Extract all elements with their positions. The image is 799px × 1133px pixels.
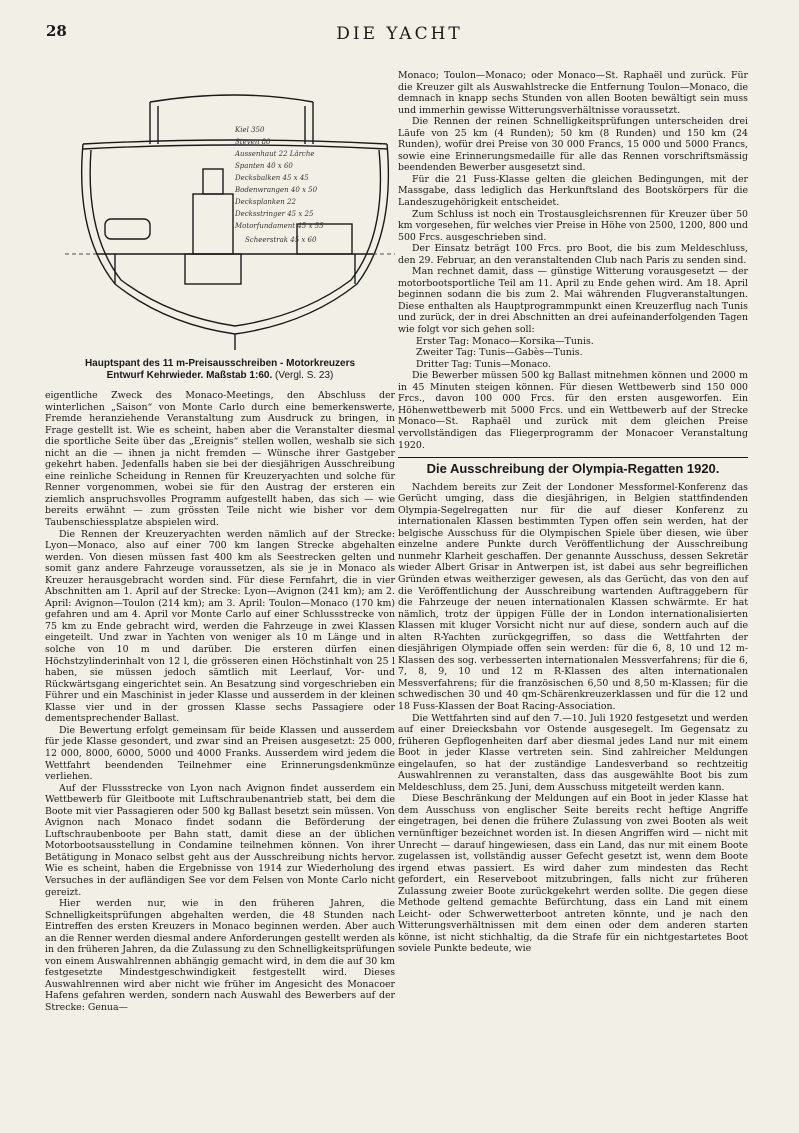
paragraph: Man rechnet damit, dass — günstige Witterung vorausgesetzt — der motorbootsportliche Teil am 11. April zu Ende gehen wird. Am 18. April beginnen sodann die bis zum 2. Mai währenden Flugveranstaltungen. Diese enthalten als Hauptprogrammpunkt einen Kreuzerflug nach Tunis und zurück, der in drei Abschnitten an drei aufeinanderfolgenden Tagen wie folgt vor sich gehen soll: bbox=[398, 266, 748, 336]
paragraph: Zum Schluss ist noch ein Trostausgleichsrennen für Kreuzer über 50 km vorgesehen, für welches vier Preise in Höhe von 2500, 1200, 800 und 500 Frcs. ausgeschrieben sind. bbox=[398, 208, 748, 243]
paragraph: Die Rennen der Kreuzeryachten werden nämlich auf der Strecke: Lyon—Monaco, also auf einer 700 km langen Strecke abgehalten werden. Von diesen müssen fast 400 km als Seestrecken gelten und somit ganz andere Fahrzeuge voraussetzen, als sie je in Monaco als Kreuzer herausgebracht worden sind. Für diese Fernfahrt, die in vier Abschnitten am 1. April auf der Strecke: Lyon—Avignon (241 km); am 2. April: Avignon—Toulon (214 km); am 3. April: Toulon—Monaco (170 km) gefahren und am 4. April vor Monte Carlo auf einer Schlussstrecke von 75 km zu Ende gebracht wird, werden die Fahrzeuge in zwei Klassen eingeteilt. Und zwar in Yachten von weniger als 10 m Länge und in solche von 10 m und darüber. Die ersteren dürfen einen Höchstzylinderinhalt von 12 l, die grösseren einen Höchstinhalt von 25 l haben, sie müssen jedoch sämtlich mit Leerlauf, Vor- und Rückwärtsgang eingerichtet sein. An Besatzung sind vorgeschrieben ein Führer und ein Maschinist in jeder Klasse und ausserdem in der kleinen Klasse vier und in der grossen Klasse sechs Passagiere oder dementsprechender Ballast. bbox=[45, 528, 395, 725]
paragraph: Die Bewerber müssen 500 kg Ballast mitnehmen können und 2000 m in 45 Minuten steigen können. Für diesen Wettbewerb sind 150 000 Frcs., davon 100 000 Frcs. für den ersten ausgeworfen. Ein Höhenwettbewerb mit 5000 Frcs. und ein Wettbewerb auf der Strecke Monaco—St. Raphaël und zurück mit dem gleichen Preise vervollständigen das Fliegerprogramm der Monacoer Veranstaltung 1920. bbox=[398, 370, 748, 451]
paragraph: Der Einsatz beträgt 100 Frcs. pro Boot, die bis zum Meldeschluss, den 29. Februar, an den veranstaltenden Club nach Paris zu senden sind. bbox=[398, 243, 748, 266]
paragraph: Monaco; Toulon—Monaco; oder Monaco—St. Raphaël und zurück. Für die Kreuzer gilt als Auswahlstrecke die Entfernung Toulon—Monaco, die demnach in knapp sechs Stunden von allen Booten bewältigt sein muss und immerhin gewisse Witterungsverhältnisse voraussetzt. bbox=[398, 70, 748, 116]
schedule-day: Dritter Tag: Tunis—Monaco. bbox=[416, 358, 551, 370]
paragraph: Diese Beschränkung der Meldungen auf ein Boot in jeder Klasse hat dem Ausschuss von englischer Seite bereits recht heftige Angriffe eingetragen, bei denen die frühere Zulassung von zwei Booten als weit vernünftiger bezeichnet worden ist. In diesen Angriffen wird — nicht mit Unrecht — darauf hingewiesen, dass ein Land, das nur mit einem Boote zugelassen ist, vollständig ausser Gefecht gesetzt ist, wenn dem Boote irgend etwas passiert. Es wird daher zum mindesten das Recht gefordert, ein Reserveboot mitzubringen, falls nicht zur früheren Zulassung zweier Boote zurückgekehrt werden sollte. Die gegen diese Methode geltend gemachte Befürchtung, dass ein Land mit einem Leicht- oder Schwerwetterboot antreten könnte, und je nach den Witterungsverhältnissen mit dem einen oder dem anderen starten könne, ist nicht stichhaltig, da die Strafe für ein nichtgestartetes Boot soviele Punkte bedeute, wie bbox=[398, 793, 748, 955]
running-head: DIE YACHT bbox=[336, 24, 463, 44]
page-number: 28 bbox=[46, 22, 67, 40]
section-title: Die Ausschreibung der Olympia-Regatten 1920. bbox=[426, 461, 720, 477]
caption-line-1: Hauptspant des 11 m-Preisausschreiben - Motorkreuzers bbox=[84, 358, 356, 369]
paragraph: Die Rennen der reinen Schnelligkeitsprüfungen unterscheiden drei Läufe von 25 km (4 Runden); 50 km (8 Runden) und 150 km (24 Runden), wofür drei Preise von 30 000 Francs, 15 000 und 5000 Francs, sowie eine Erinnerungsmedaille für alle das Rennen vorschriftsmässig beendenden Bewerber ausgesetzt sind. bbox=[398, 116, 748, 174]
paragraph: Nachdem bereits zur Zeit der Londoner Messformel-Konferenz das Gerücht umging, dass die diesjährigen, in Belgien stattfindenden Olympia-Segelregatten nur für die auf dieser Konferenz zu internationalen Klassen bestimmten Typen offen sein werden, hat der belgische Ausschuss für die Olympischen Spiele über diesen, wie über einzelne andere Punkte durch Veröffentlichung der Ausschreibung nunmehr Klarheit geschaffen. Der genannte Ausschuss, dessen Sekretär wieder Albert Grisar in Antwerpen ist, ist dabei aus sehr begreiflichen Gründen etwas weitherziger gewesen, als das Gerücht, das von den auf die Veröffentlichung der Ausschreibung wartenden Auftraggebern für die Fahrzeuge der neuen internationalen Klassen schwärmte. Er hat nämlich, trotz der üppigen Fülle der in London internationalisierten Klassen mit kluger Vorsicht nicht nur auf diese, sondern auch auf die alten R-Yachten zurückgegriffen, so dass die Wettfahrten der diesjährigen Olympiade offen sein werden: für die 6, 8, 10 und 12 m-Klassen des sog. verbesserten internationalen Messverfahrens; für die 6, 7, 8, 9, 10 und 12 m R-Klassen des alten internationalen Messverfahrens; für die französischen 6,50 und 8,50 m-Klassen; für die schwedischen 30 und 40 qm-Schärenkreuzerklassen und für die 12 und 18 Fuss-Klassen der Boat Racing-Association. bbox=[398, 481, 748, 712]
schedule-day: Zweiter Tag: Tunis—Gabès—Tunis. bbox=[416, 347, 583, 359]
left-column bbox=[45, 84, 395, 1014]
hull-section-drawing bbox=[45, 84, 395, 352]
svg-text:Decksstringer 45 x 25: Decksstringer 45 x 25 bbox=[235, 210, 314, 218]
flight-schedule bbox=[416, 336, 748, 371]
svg-text:Steven 80: Steven 80 bbox=[235, 138, 271, 146]
svg-text:Aussenhaut 22 Lärche: Aussenhaut 22 Lärche bbox=[235, 150, 315, 158]
paragraph: Die Wettfahrten sind auf den 7.—10. Juli 1920 festgesetzt und werden auf einer Dreiecksbahn vor Ostende ausgesegelt. Im Gegensatz zu früheren Gepflogenheiten darf aber diesmal jedes Land nur mit einem Boot in jeder Klasse vertreten sein. Sind zahlreicher Meldungen eingelaufen, so hat der zuständige Landesverband so rechtzeitig Auswahlrennen zu veranstalten, dass das ausgewählte Boot bis zum Meldeschluss, dem 25. Juni, dem Ausschuss mitgeteilt werden kann. bbox=[398, 712, 748, 793]
svg-text:Decksbalken 45 x 45: Decksbalken 45 x 45 bbox=[235, 174, 309, 182]
svg-text:Motorfundament 45 x 55: Motorfundament 45 x 55 bbox=[235, 222, 324, 230]
paragraph: eigentliche Zweck des Monaco-Meetings, den Abschluss der winterlichen „Saison“ von Monte Carlo durch eine bemerkenswerte, Fremde heranziehende Veranstaltung zum Ausdruck zu bringen, in Frage gestellt ist. Wie es scheint, haben aber die Veranstalter diesmal die sportliche Seite über das „Ereignis“ stellen wollen, weshalb sie sich nicht an die — ihnen ja nicht fremden — Wünsche ihrer Gastgeber gekehrt haben. Jedenfalls haben sie bei der diesjährigen Ausschreibung eine reinliche Scheidung in Rennen für Kreuzeryachten und solche für Renner vorgenommen, wobei sie für den Austrag der ersteren ein ziemlich anspruchsvolles Programm aufgestellt haben, das sich — wie bereits erwähnt — zum grössten Teile nicht wie bisher vor dem Taubenschiessplatze abspielen wird. bbox=[45, 390, 395, 529]
schedule-day: Erster Tag: Monaco—Korsika—Tunis. bbox=[416, 335, 594, 347]
svg-text:Kiel 350: Kiel 350 bbox=[235, 126, 265, 134]
svg-text:Bodenwrangen 40 x 50: Bodenwrangen 40 x 50 bbox=[235, 186, 318, 194]
paragraph: Auf der Flussstrecke von Lyon nach Avignon findet ausserdem ein Wettbewerb für Gleitboote mit Luftschraubenantrieb statt, bei dem die Boote mit vier Passagieren oder 500 kg Ballast besetzt sein müssen. Von Avignon nach Monaco findet sodann die Beförderung der Luftschraubenboote per Bahn statt, damit diese an der üblichen Motorbootsausstellung in Condamine teilnehmen können. Von ihrer Betätigung in Monaco selbst geht aus der Ausschreibung nichts hervor. Wie es scheint, haben die Ergebnisse von 1914 zur Wiederholung des Versuches in der aufländigen See vor dem Felsen von Monte Carlo nicht gereizt. bbox=[45, 782, 395, 898]
paragraph: Hier werden nur, wie in den früheren Jahren, die Schnelligkeitsprüfungen abgehalten werden, die 48 Stunden nach Eintreffen des ersten Kreuzers in Monaco beginnen werden. Aber auch an die Renner werden diesmal andere Anforderungen gestellt werden als in den früheren Jahren, da die Zulassung zu den Schnelligkeitsprüfungen von einem Auswahlrennen abhängig gemacht wird, in dem die auf 30 km festgesetzte Mindestgeschwindigkeit festgestellt wird. Dieses Auswahlrennen wird aber nicht wie früher im Angesicht des Monacoer Hafens gefahren werden, sondern nach Auswahl des Bewerbers auf der Strecke: Genua— bbox=[45, 898, 395, 1013]
caption-line-2-bold: Entwurf Kehrwieder. Maßstab 1:60. bbox=[106, 370, 273, 381]
paragraph: Die Bewertung erfolgt gemeinsam für beide Klassen und ausserdem für jede Klasse gesondert, und zwar sind an Preisen ausgesetzt: 25 000, 12 000, 8000, 6000, 5000 und 4000 Franks. Ausserdem wird jedem die Wettfahrt beendenden Teilnehmer eine Erinnerungsdenkmünze verliehen. bbox=[45, 724, 395, 783]
caption-line-2-ref: (Vergl. S. 23) bbox=[275, 370, 334, 381]
svg-text:Scheerstrak 45 x 60: Scheerstrak 45 x 60 bbox=[245, 236, 317, 244]
section-divider bbox=[398, 457, 748, 458]
right-column bbox=[398, 70, 748, 955]
svg-text:Decksplanken 22: Decksplanken 22 bbox=[235, 198, 296, 206]
svg-text:Spanten 40 x 60: Spanten 40 x 60 bbox=[235, 162, 293, 170]
figure-caption bbox=[45, 358, 395, 382]
paragraph: Für die 21 Fuss-Klasse gelten die gleichen Bedingungen, mit der Massgabe, dass lediglich das Herkunftsland des Bootskörpers für die Landeszugehörigkeit entscheidet. bbox=[398, 173, 748, 209]
